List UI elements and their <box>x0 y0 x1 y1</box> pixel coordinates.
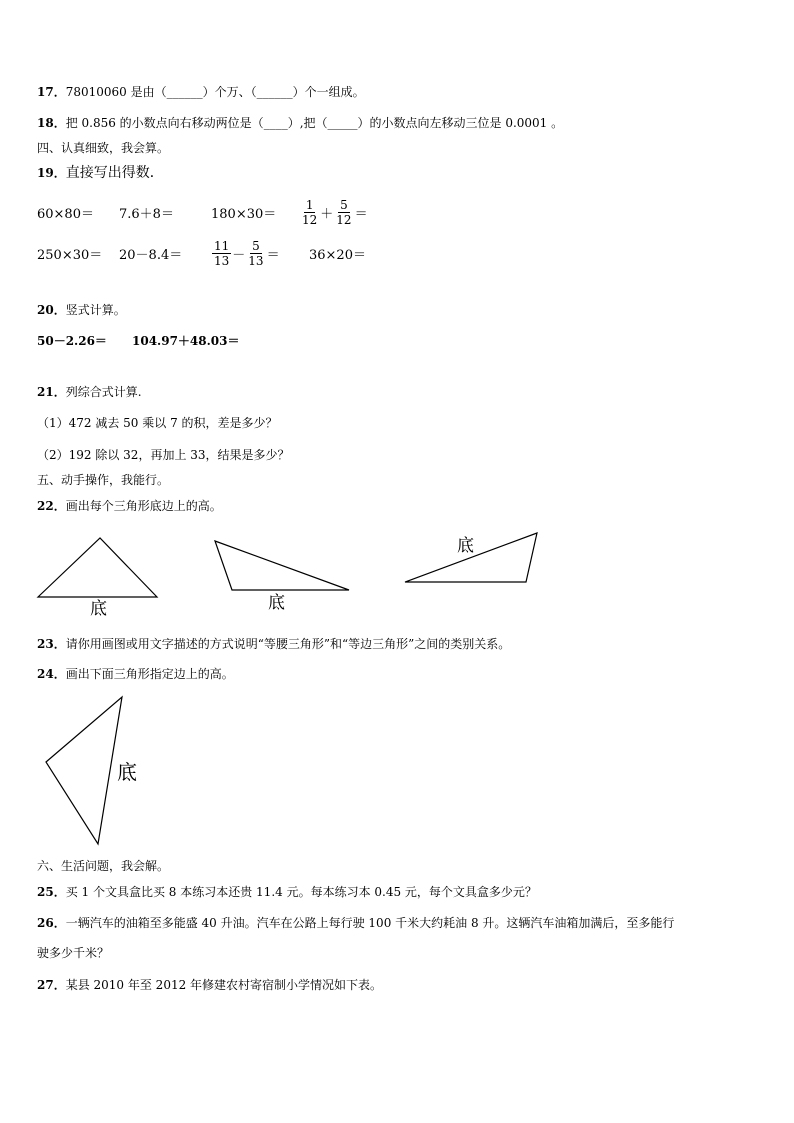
q22-triangle-1 <box>38 538 157 597</box>
q24-number: 24． <box>37 667 66 681</box>
q18-text-part2: ）,把（ <box>287 116 328 130</box>
fraction: $\frac{5}{12}$ <box>336 197 352 227</box>
q18-blank-1: ____ <box>263 116 288 130</box>
q19-expr-4: 250×30＝ <box>37 247 103 263</box>
q20-expr-1: 50－2.26＝ <box>37 334 107 348</box>
q22-base-label-2: 底 <box>268 593 285 613</box>
q21-subquestion-2: （2）192 除以 32，再加上 33，结果是多少？ <box>37 448 290 462</box>
q17-text-part3: ）个一组成。 <box>292 85 365 99</box>
q27-number: 27． <box>37 978 66 992</box>
q22-number: 22． <box>37 499 66 513</box>
q20-number: 20． <box>37 303 66 317</box>
q21-number: 21． <box>37 385 66 399</box>
q19-expr-6: 36×20＝ <box>309 247 366 263</box>
q19-expr-5: 20－8.4＝ <box>119 247 183 263</box>
q22-triangle-2 <box>215 541 349 590</box>
q17-blank-1: ______ <box>166 85 203 99</box>
q21-subquestion-1: （1）472 减去 50 乘以 7 的积，差是多少？ <box>37 416 278 430</box>
q18-blank-2: _____ <box>327 116 358 130</box>
q25-number: 25． <box>37 885 66 899</box>
q19-number: 19． <box>37 166 66 180</box>
q17-number: 17． <box>37 85 66 99</box>
q26-text-line1: 一辆汽车的油箱至多能盛 40 升油。汽车在公路上每行驶 100 千米大约耗油 8 升。这辆汽车油箱加满后，至多能行 <box>65 916 675 930</box>
q23-number: 23． <box>37 637 66 651</box>
q18-text-part1: 把 0.856 的小数点向右移动两位是（ <box>65 116 264 130</box>
q19-fraction-expr-2: $\frac{11}{13}$ － $\frac{5}{13}$ ＝ <box>214 238 280 268</box>
q23-text: 请你用画图或用文字描述的方式说明“等腰三角形”和“等边三角形”之间的类别关系。 <box>65 637 511 651</box>
q21-text: 列综合式计算. <box>65 385 142 399</box>
fraction: $\frac{5}{13}$ <box>248 238 264 268</box>
q18-number: 18． <box>37 116 66 130</box>
section-5-heading: 五、动手操作，我能行。 <box>37 473 170 487</box>
q20-text: 竖式计算。 <box>65 303 126 317</box>
q25-text: 买 1 个文具盒比买 8 本练习本还贵 11.4 元。每本练习本 0.45 元，每个文具盒多少元？ <box>65 885 537 899</box>
q24-text: 画出下面三角形指定边上的高。 <box>65 667 234 681</box>
q17-text-part2: ）个万、（ <box>202 85 257 99</box>
q19-fraction-expr-1: $\frac{1}{12}$ ＋ $\frac{5}{12}$ ＝ <box>302 197 368 227</box>
q18-text-part3: ）的小数点向左移动三位是 0.0001 。 <box>357 116 564 130</box>
q26-text-line2: 驶多少千米？ <box>37 946 110 960</box>
fraction: $\frac{11}{13}$ <box>214 238 230 268</box>
q17-blank-2: ______ <box>256 85 293 99</box>
q27-text: 某县 2010 年至 2012 年修建农村寄宿制小学情况如下表。 <box>65 978 383 992</box>
q26-number: 26． <box>37 916 66 930</box>
q19-expr-1: 60×80＝ <box>37 206 94 222</box>
fraction: $\frac{1}{12}$ <box>302 197 318 227</box>
section-6-heading: 六、生活问题，我会解。 <box>37 859 170 873</box>
q22-base-label-3: 底 <box>457 536 474 556</box>
q17-text-part1: 78010060 是由（ <box>65 85 167 99</box>
q22-text: 画出每个三角形底边上的高。 <box>65 499 222 513</box>
q20-expr-2: 104.97＋48.03＝ <box>132 334 240 348</box>
q19-text: 直接写出得数． <box>65 165 164 181</box>
q24-base-label: 底 <box>117 760 137 784</box>
q24-triangle <box>46 697 122 844</box>
q19-expr-3: 180×30＝ <box>211 206 277 222</box>
q22-base-label-1: 底 <box>90 599 107 619</box>
section-4-heading: 四、认真细致，我会算。 <box>37 141 170 155</box>
q19-expr-2: 7.6＋8＝ <box>119 206 174 222</box>
